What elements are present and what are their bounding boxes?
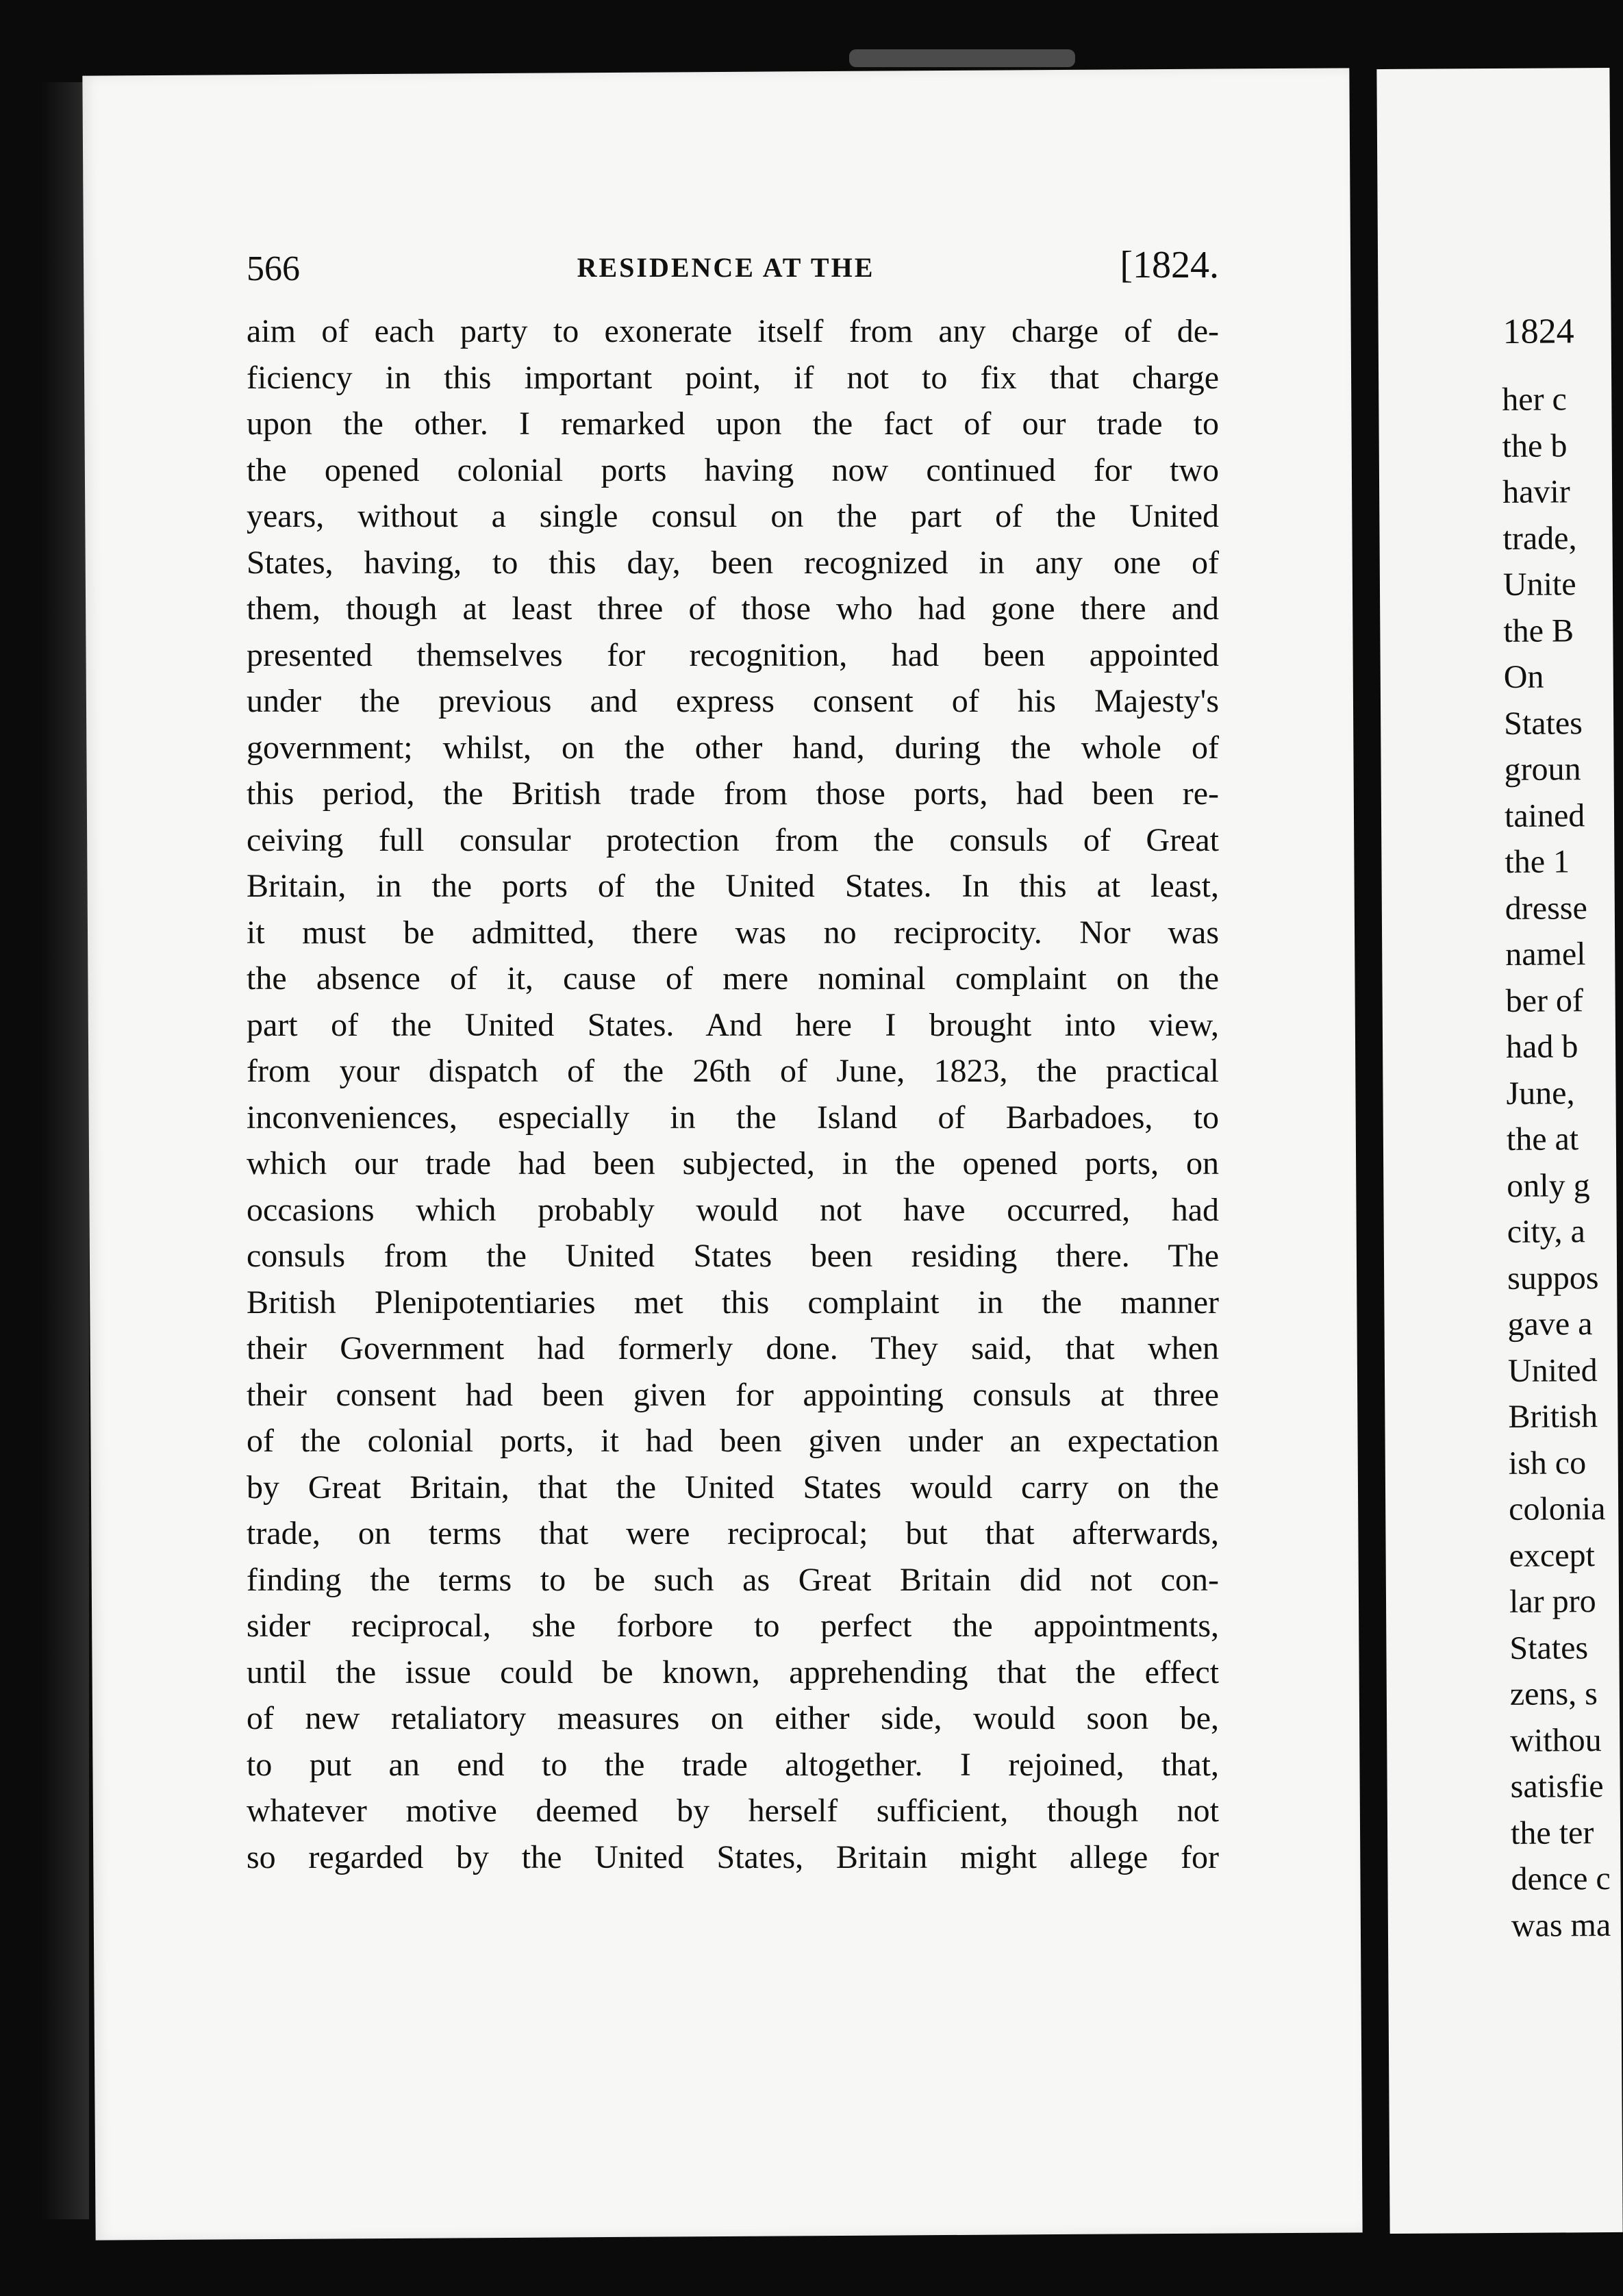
text-line: their Government had formerly done. They said, that when: [247, 1330, 1219, 1367]
text-line: inconveniences, especially in the Island of Barbadoes, to: [247, 1099, 1219, 1136]
page-number: 566: [247, 249, 300, 288]
text-line: this period, the British trade from those ports, had been re-: [247, 775, 1219, 812]
page-header: [247, 243, 1219, 298]
running-head: RESIDENCE AT THE: [577, 252, 875, 283]
text-line: their consent had been given for appointing consuls at three: [247, 1376, 1219, 1413]
facing-text-line: States: [1504, 704, 1583, 742]
text-line: occasions which probably would not have occurred, had: [247, 1191, 1219, 1228]
facing-text-line: the ter: [1510, 1814, 1594, 1851]
facing-text-line: the B: [1503, 612, 1574, 649]
text-line: until the issue could be known, apprehending that the effect: [247, 1654, 1219, 1690]
text-line: by Great Britain, that the United States would carry on the: [247, 1469, 1219, 1506]
facing-text-line: was ma: [1511, 1906, 1611, 1944]
text-line: years, without a single consul on the part of the United: [247, 498, 1219, 534]
text-line: trade, on terms that were reciprocal; but that afterwards,: [247, 1515, 1219, 1551]
text-line: so regarded by the United States, Britain might allege for: [247, 1838, 1219, 1875]
text-line: them, though at least three of those who had gone there and: [247, 590, 1219, 627]
scan-smudge: [849, 49, 1075, 67]
text-line: upon the other. I remarked upon the fact of our trade to: [247, 405, 1219, 442]
facing-text-line: the at: [1506, 1121, 1579, 1158]
facing-text-line: only g: [1507, 1166, 1590, 1204]
text-line: government; whilst, on the other hand, during the whole of: [247, 729, 1219, 766]
text-line: which our trade had been subjected, in the opened ports, on: [247, 1145, 1219, 1182]
facing-text-line: the 1: [1505, 843, 1570, 880]
facing-text-line: June,: [1506, 1074, 1575, 1112]
facing-text-line: withou: [1510, 1721, 1602, 1759]
facing-text-line: dence c: [1511, 1860, 1611, 1897]
text-line: ficiency in this important point, if not to fix that charge: [247, 359, 1219, 396]
left-gutter-shadow: [41, 82, 89, 2219]
text-line: ceiving full consular protection from the consuls of Great: [247, 821, 1219, 858]
text-line: the absence of it, cause of mere nominal complaint on the: [247, 960, 1219, 997]
text-line: Britain, in the ports of the United States. In this at least,: [247, 868, 1219, 904]
facing-text-line: lar pro: [1509, 1583, 1596, 1620]
body-text: [247, 308, 1219, 1880]
header-year: [1824.: [1120, 244, 1219, 286]
text-line: the opened colonial ports having now continued for two: [247, 451, 1219, 488]
facing-text-line: trade,: [1502, 519, 1577, 557]
book-page-right-facing: [1376, 68, 1622, 2234]
facing-text-line: namel: [1505, 936, 1586, 973]
text-line: sider reciprocal, she forbore to perfect the appointments,: [247, 1608, 1219, 1644]
text-line: aim of each party to exonerate itself from any charge of de-: [247, 313, 1219, 349]
text-line: under the previous and express consent of his Majesty's: [247, 683, 1219, 719]
text-line: of the colonial ports, it had been given under an expectation: [247, 1423, 1219, 1459]
facing-text-line: the b: [1502, 427, 1568, 464]
facing-text-line: colonia: [1509, 1490, 1606, 1527]
facing-text-line: suppos: [1507, 1259, 1599, 1297]
facing-text-line: zens, s: [1509, 1675, 1598, 1712]
facing-text-line: except: [1509, 1536, 1596, 1574]
facing-text-line: tained: [1504, 797, 1585, 834]
text-line: finding the terms to be such as Great Britain did not con-: [247, 1561, 1219, 1598]
text-line: part of the United States. And here I brought into view,: [247, 1006, 1219, 1043]
facing-text-line: had b: [1505, 1028, 1578, 1065]
facing-text-line: groun: [1504, 751, 1581, 788]
text-line: from your dispatch of the 26th of June, 1823, the practical: [247, 1053, 1219, 1089]
facing-text-line: Unite: [1502, 566, 1576, 603]
text-line: whatever motive deemed by herself sufficient, though not: [247, 1793, 1219, 1829]
facing-text-line: satisfie: [1510, 1768, 1604, 1805]
text-line: British Plenipotentiaries met this complaint in the manner: [247, 1284, 1219, 1321]
facing-text-line: British: [1508, 1398, 1598, 1435]
facing-text-line: her c: [1502, 381, 1568, 418]
facing-text-line: On: [1503, 658, 1544, 695]
text-line: States, having, to this day, been recognized in any one of: [247, 544, 1219, 581]
facing-text-line: States: [1509, 1629, 1589, 1667]
text-line: it must be admitted, there was no reciprocity. Nor was: [247, 914, 1219, 951]
facing-page-header: 1824: [1502, 312, 1574, 351]
facing-text-line: dresse: [1505, 889, 1587, 927]
text-line: of new retaliatory measures on either side, would soon be,: [247, 1700, 1219, 1736]
text-line: presented themselves for recognition, had been appointed: [247, 636, 1219, 673]
facing-text-line: havir: [1502, 473, 1570, 510]
facing-page-text: [1502, 376, 1611, 1949]
facing-text-line: United: [1507, 1351, 1598, 1389]
text-line: to put an end to the trade altogether. I rejoined, that,: [247, 1746, 1219, 1783]
text-line: consuls from the United States been residing there. The: [247, 1238, 1219, 1274]
facing-text-line: gave a: [1507, 1306, 1593, 1343]
facing-text-line: ber of: [1505, 982, 1584, 1019]
facing-text-line: ish co: [1508, 1444, 1587, 1482]
facing-text-line: city, a: [1507, 1213, 1586, 1250]
